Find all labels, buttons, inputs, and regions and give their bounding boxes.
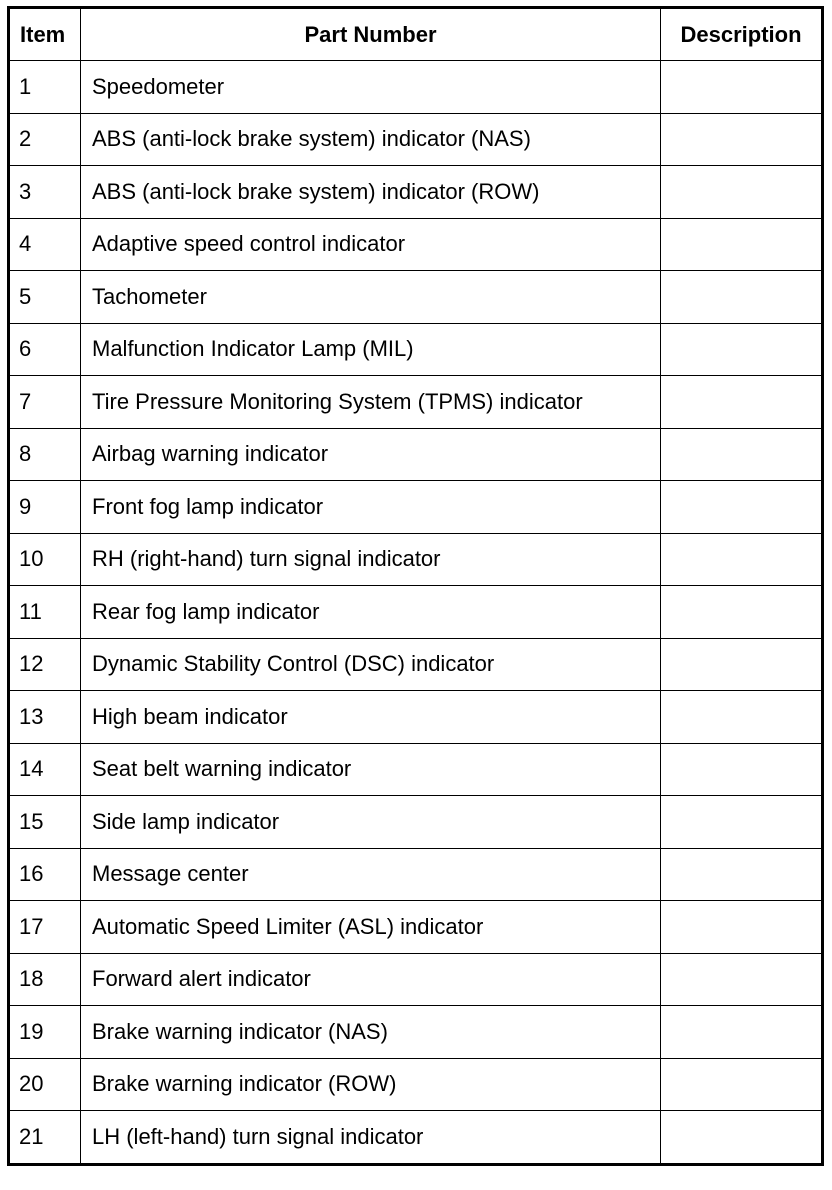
part-name-cell: Adaptive speed control indicator: [81, 218, 661, 271]
part-name-cell: Seat belt warning indicator: [81, 743, 661, 796]
part-name-cell: Brake warning indicator (NAS): [81, 1006, 661, 1059]
item-number-cell: 11: [9, 586, 81, 639]
parts-table: [7, 6, 824, 1166]
part-name-cell: Front fog lamp indicator: [81, 481, 661, 534]
part-name-cell: Airbag warning indicator: [81, 428, 661, 481]
description-cell: [661, 218, 823, 271]
description-cell: [661, 376, 823, 429]
part-name-cell: High beam indicator: [81, 691, 661, 744]
part-name-cell: Tire Pressure Monitoring System (TPMS) indicator: [81, 376, 661, 429]
item-number-cell: 3: [9, 166, 81, 219]
part-name-cell: Speedometer: [81, 61, 661, 114]
item-number-cell: 19: [9, 1006, 81, 1059]
description-cell: [661, 428, 823, 481]
description-cell: [661, 796, 823, 849]
item-number-cell: 9: [9, 481, 81, 534]
part-name-cell: Side lamp indicator: [81, 796, 661, 849]
table-row: [9, 481, 823, 534]
description-cell: [661, 638, 823, 691]
column-header-item: Item: [9, 8, 81, 61]
part-name-cell: ABS (anti-lock brake system) indicator (NAS): [81, 113, 661, 166]
item-number-cell: 14: [9, 743, 81, 796]
table-header: [9, 8, 823, 61]
description-cell: [661, 1006, 823, 1059]
part-name-cell: Tachometer: [81, 271, 661, 324]
part-name-cell: ABS (anti-lock brake system) indicator (ROW): [81, 166, 661, 219]
description-cell: [661, 586, 823, 639]
item-number-cell: 10: [9, 533, 81, 586]
part-name-cell: Malfunction Indicator Lamp (MIL): [81, 323, 661, 376]
table-row: [9, 1006, 823, 1059]
table-row: [9, 323, 823, 376]
description-cell: [661, 323, 823, 376]
table-row: [9, 376, 823, 429]
item-number-cell: 15: [9, 796, 81, 849]
item-number-cell: 6: [9, 323, 81, 376]
item-number-cell: 2: [9, 113, 81, 166]
table-row: [9, 271, 823, 324]
item-number-cell: 1: [9, 61, 81, 114]
description-cell: [661, 848, 823, 901]
part-name-cell: Automatic Speed Limiter (ASL) indicator: [81, 901, 661, 954]
item-number-cell: 16: [9, 848, 81, 901]
table-row: [9, 901, 823, 954]
part-name-cell: LH (left-hand) turn signal indicator: [81, 1111, 661, 1165]
header-row: [9, 8, 823, 61]
part-name-cell: Forward alert indicator: [81, 953, 661, 1006]
table-row: [9, 953, 823, 1006]
table-row: [9, 691, 823, 744]
item-number-cell: 13: [9, 691, 81, 744]
item-number-cell: 17: [9, 901, 81, 954]
item-number-cell: 20: [9, 1058, 81, 1111]
item-number-cell: 18: [9, 953, 81, 1006]
description-cell: [661, 533, 823, 586]
table-row: [9, 1111, 823, 1165]
item-number-cell: 21: [9, 1111, 81, 1165]
table-row: [9, 1058, 823, 1111]
table-row: [9, 638, 823, 691]
table-row: [9, 428, 823, 481]
table-row: [9, 218, 823, 271]
table-row: [9, 533, 823, 586]
column-header-part-number: Part Number: [81, 8, 661, 61]
item-number-cell: 8: [9, 428, 81, 481]
description-cell: [661, 901, 823, 954]
description-cell: [661, 1111, 823, 1165]
description-cell: [661, 271, 823, 324]
item-number-cell: 12: [9, 638, 81, 691]
table-row: [9, 848, 823, 901]
table-row: [9, 743, 823, 796]
item-number-cell: 7: [9, 376, 81, 429]
table-row: [9, 61, 823, 114]
part-name-cell: Dynamic Stability Control (DSC) indicator: [81, 638, 661, 691]
part-name-cell: Brake warning indicator (ROW): [81, 1058, 661, 1111]
description-cell: [661, 953, 823, 1006]
description-cell: [661, 113, 823, 166]
part-name-cell: Rear fog lamp indicator: [81, 586, 661, 639]
description-cell: [661, 1058, 823, 1111]
table-row: [9, 166, 823, 219]
table-body: [9, 61, 823, 1165]
description-cell: [661, 61, 823, 114]
part-name-cell: RH (right-hand) turn signal indicator: [81, 533, 661, 586]
column-header-description: Description: [661, 8, 823, 61]
item-number-cell: 5: [9, 271, 81, 324]
table-row: [9, 796, 823, 849]
description-cell: [661, 691, 823, 744]
table-row: [9, 586, 823, 639]
part-name-cell: Message center: [81, 848, 661, 901]
description-cell: [661, 481, 823, 534]
description-cell: [661, 166, 823, 219]
table-row: [9, 113, 823, 166]
description-cell: [661, 743, 823, 796]
item-number-cell: 4: [9, 218, 81, 271]
